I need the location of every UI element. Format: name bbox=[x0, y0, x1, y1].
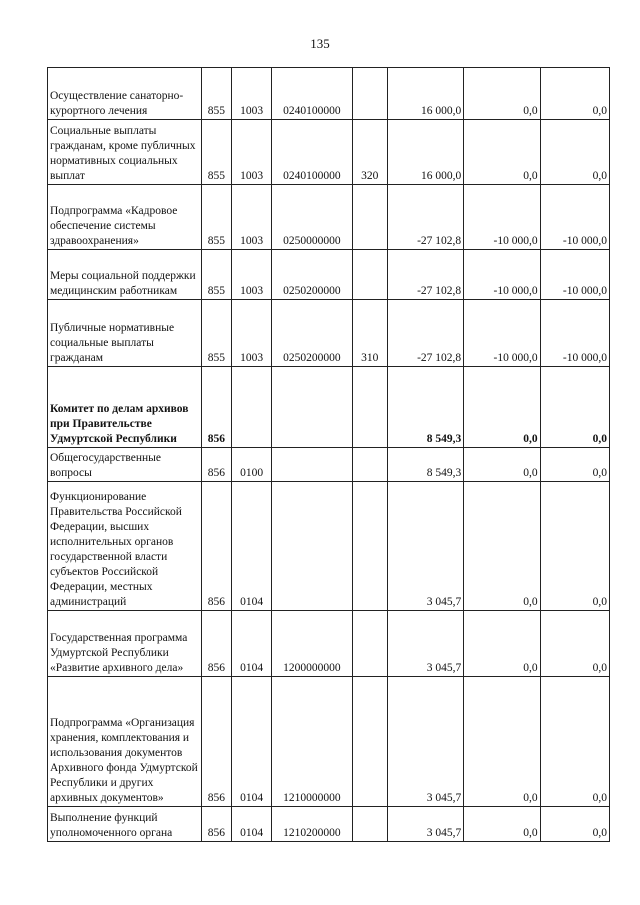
plan-year1-cell: 0,0 bbox=[464, 367, 540, 448]
plan-year2-cell: 0,0 bbox=[540, 807, 609, 842]
row-name-cell: Комитет по делам архивов при Правительстве Удмуртской Республики bbox=[48, 367, 202, 448]
ministry-code-cell: 855 bbox=[201, 120, 231, 185]
section-code-cell: 0104 bbox=[231, 482, 271, 611]
table-row bbox=[48, 185, 610, 250]
plan-year2-cell: -10 000,0 bbox=[540, 250, 609, 300]
target-article-cell: 0250200000 bbox=[272, 250, 352, 300]
expense-type-cell: 320 bbox=[352, 120, 387, 185]
target-article-cell: 1210200000 bbox=[272, 807, 352, 842]
table-row bbox=[48, 807, 610, 842]
target-article-cell bbox=[272, 482, 352, 611]
ministry-code-cell: 856 bbox=[201, 807, 231, 842]
row-name-cell: Подпрограмма «Кадровое обеспечение системы здравоохранения» bbox=[48, 185, 202, 250]
amount-cell: 16 000,0 bbox=[387, 120, 463, 185]
row-name-cell: Государственная программа Удмуртской Республики «Развитие архивного дела» bbox=[48, 611, 202, 677]
target-article-cell: 0240100000 bbox=[272, 68, 352, 120]
expense-type-cell bbox=[352, 68, 387, 120]
ministry-code-cell: 855 bbox=[201, 250, 231, 300]
row-name-cell: Общегосударственные вопросы bbox=[48, 448, 202, 482]
expense-type-cell bbox=[352, 677, 387, 807]
row-name-cell: Функционирование Правительства Российской Федерации, высших исполнительных органов государственной власти субъектов Российской Федерации, местных администраций bbox=[48, 482, 202, 611]
expense-type-cell bbox=[352, 482, 387, 611]
table-row bbox=[48, 448, 610, 482]
plan-year1-cell: 0,0 bbox=[464, 677, 540, 807]
section-code-cell: 1003 bbox=[231, 120, 271, 185]
amount-cell: 16 000,0 bbox=[387, 68, 463, 120]
ministry-code-cell: 856 bbox=[201, 448, 231, 482]
amount-cell: 3 045,7 bbox=[387, 482, 463, 611]
expense-type-cell: 310 bbox=[352, 300, 387, 367]
expense-type-cell bbox=[352, 611, 387, 677]
amount-cell: 3 045,7 bbox=[387, 677, 463, 807]
plan-year1-cell: -10 000,0 bbox=[464, 185, 540, 250]
section-code-cell bbox=[231, 367, 271, 448]
row-name-cell: Социальные выплаты гражданам, кроме публичных нормативных социальных выплат bbox=[48, 120, 202, 185]
plan-year1-cell: -10 000,0 bbox=[464, 250, 540, 300]
plan-year1-cell: 0,0 bbox=[464, 611, 540, 677]
expense-type-cell bbox=[352, 185, 387, 250]
plan-year2-cell: 0,0 bbox=[540, 611, 609, 677]
ministry-code-cell: 855 bbox=[201, 185, 231, 250]
page-number: 135 bbox=[310, 36, 330, 51]
target-article-cell bbox=[272, 367, 352, 448]
expense-type-cell bbox=[352, 448, 387, 482]
plan-year2-cell: -10 000,0 bbox=[540, 185, 609, 250]
section-code-cell: 0104 bbox=[231, 807, 271, 842]
row-name-cell: Подпрограмма «Организация хранения, комплектования и использования документов Архивного фонда Удмуртской Республики и других архивных документов» bbox=[48, 677, 202, 807]
plan-year2-cell: 0,0 bbox=[540, 367, 609, 448]
plan-year1-cell: 0,0 bbox=[464, 448, 540, 482]
plan-year1-cell: 0,0 bbox=[464, 807, 540, 842]
amount-cell: -27 102,8 bbox=[387, 185, 463, 250]
expense-type-cell bbox=[352, 367, 387, 448]
section-code-cell: 1003 bbox=[231, 300, 271, 367]
table-body bbox=[48, 68, 610, 842]
section-code-cell: 0104 bbox=[231, 677, 271, 807]
section-code-cell: 0100 bbox=[231, 448, 271, 482]
section-code-cell: 1003 bbox=[231, 185, 271, 250]
target-article-cell: 1200000000 bbox=[272, 611, 352, 677]
row-name-cell: Публичные нормативные социальные выплаты гражданам bbox=[48, 300, 202, 367]
table-row bbox=[48, 68, 610, 120]
table-row bbox=[48, 482, 610, 611]
plan-year2-cell: -10 000,0 bbox=[540, 300, 609, 367]
plan-year1-cell: 0,0 bbox=[464, 120, 540, 185]
target-article-cell bbox=[272, 448, 352, 482]
plan-year2-cell: 0,0 bbox=[540, 120, 609, 185]
row-name-cell: Осуществление санаторно-курортного лечения bbox=[48, 68, 202, 120]
amount-cell: 3 045,7 bbox=[387, 611, 463, 677]
amount-cell: -27 102,8 bbox=[387, 250, 463, 300]
ministry-code-cell: 856 bbox=[201, 611, 231, 677]
table-row bbox=[48, 120, 610, 185]
section-code-cell: 1003 bbox=[231, 250, 271, 300]
table-row bbox=[48, 300, 610, 367]
row-name-cell: Выполнение функций уполномоченного органа bbox=[48, 807, 202, 842]
expense-type-cell bbox=[352, 807, 387, 842]
target-article-cell: 0240100000 bbox=[272, 120, 352, 185]
table-row bbox=[48, 677, 610, 807]
ministry-code-cell: 855 bbox=[201, 300, 231, 367]
row-name-cell: Меры социальной поддержки медицинским работникам bbox=[48, 250, 202, 300]
expense-type-cell bbox=[352, 250, 387, 300]
amount-cell: 3 045,7 bbox=[387, 807, 463, 842]
plan-year2-cell: 0,0 bbox=[540, 448, 609, 482]
target-article-cell: 1210000000 bbox=[272, 677, 352, 807]
plan-year1-cell: -10 000,0 bbox=[464, 300, 540, 367]
amount-cell: 8 549,3 bbox=[387, 448, 463, 482]
ministry-code-cell: 856 bbox=[201, 367, 231, 448]
plan-year1-cell: 0,0 bbox=[464, 68, 540, 120]
amount-cell: -27 102,8 bbox=[387, 300, 463, 367]
table-row bbox=[48, 611, 610, 677]
ministry-code-cell: 856 bbox=[201, 677, 231, 807]
ministry-code-cell: 855 bbox=[201, 68, 231, 120]
budget-table bbox=[47, 67, 610, 842]
table-row bbox=[48, 367, 610, 448]
plan-year2-cell: 0,0 bbox=[540, 677, 609, 807]
plan-year1-cell: 0,0 bbox=[464, 482, 540, 611]
section-code-cell: 0104 bbox=[231, 611, 271, 677]
amount-cell: 8 549,3 bbox=[387, 367, 463, 448]
section-code-cell: 1003 bbox=[231, 68, 271, 120]
plan-year2-cell: 0,0 bbox=[540, 482, 609, 611]
table-row bbox=[48, 250, 610, 300]
plan-year2-cell: 0,0 bbox=[540, 68, 609, 120]
ministry-code-cell: 856 bbox=[201, 482, 231, 611]
target-article-cell: 0250000000 bbox=[272, 185, 352, 250]
target-article-cell: 0250200000 bbox=[272, 300, 352, 367]
